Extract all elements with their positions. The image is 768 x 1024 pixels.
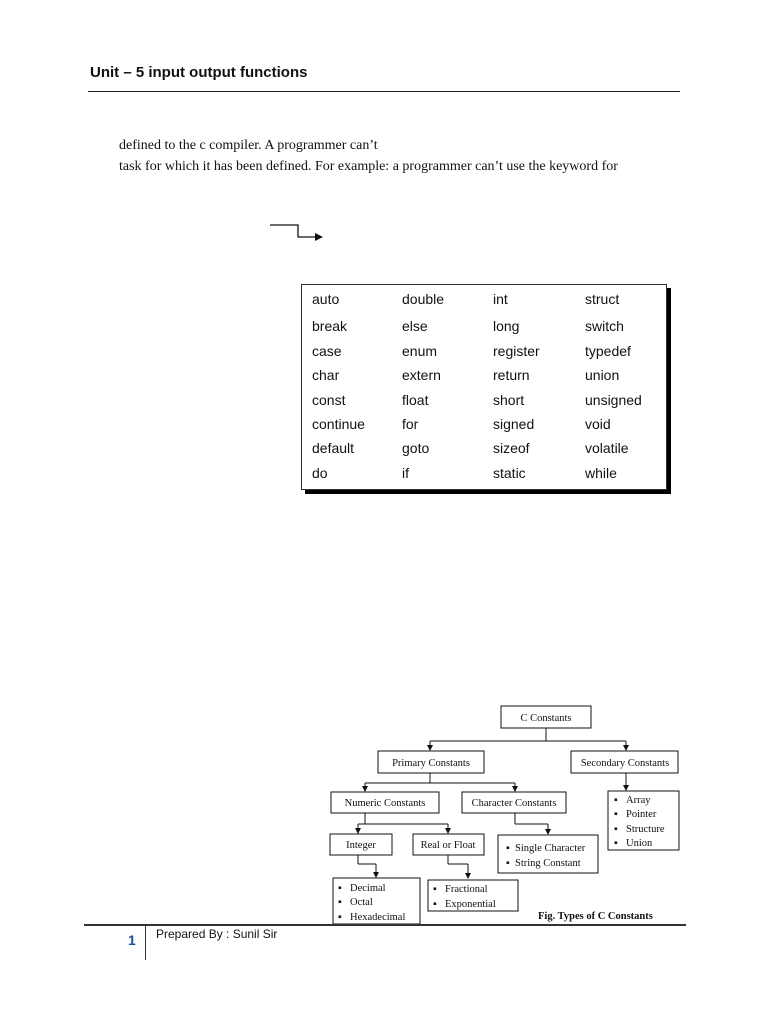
node-c-constants: C Constants <box>520 713 572 724</box>
keyword-cell: auto <box>312 291 340 307</box>
keyword-cell: int <box>493 291 508 307</box>
node-character-constants: Character Constants <box>471 798 557 809</box>
keyword-cell: void <box>585 416 611 432</box>
bullet-icon: ▪ <box>506 843 510 854</box>
bullet-icon: ▪ <box>614 795 618 806</box>
keyword-cell: long <box>493 318 520 334</box>
keyword-cell: case <box>312 343 342 359</box>
keyword-cell: float <box>402 392 429 408</box>
keyword-cell: signed <box>493 416 535 432</box>
keyword-cell: break <box>312 318 348 334</box>
list-item-fractional: Fractional <box>445 884 488 895</box>
list-item-pointer: Pointer <box>626 809 657 820</box>
list-item-array: Array <box>626 795 651 806</box>
header-divider <box>88 91 680 92</box>
keywords-table <box>301 284 667 490</box>
page-number: 1 <box>128 932 136 948</box>
list-item-union: Union <box>626 838 653 849</box>
keyword-cell: switch <box>585 318 624 334</box>
c-constants-diagram <box>320 700 690 930</box>
bullet-icon: ▪ <box>338 912 342 923</box>
keyword-cell: unsigned <box>585 392 642 408</box>
list-item-string-constant: String Constant <box>515 858 581 869</box>
keyword-cell: sizeof <box>493 440 530 456</box>
paragraph-line-1: defined to the c compiler. A programmer can’t <box>119 138 378 153</box>
list-item-octal: Octal <box>350 897 373 908</box>
keyword-cell: goto <box>402 440 430 456</box>
list-item-decimal: Decimal <box>350 883 386 894</box>
footer-vertical-divider <box>145 924 146 960</box>
figure-caption: Fig. Types of C Constants <box>538 911 653 922</box>
keyword-cell: continue <box>312 416 365 432</box>
keyword-cell: while <box>585 465 617 481</box>
list-item-single-character: Single Character <box>515 843 586 854</box>
keyword-cell: register <box>493 343 540 359</box>
keyword-cell: short <box>493 392 525 408</box>
bullet-icon: ▪ <box>614 809 618 820</box>
footer-author: Prepared By : Sunil Sir <box>156 927 278 941</box>
keyword-cell: char <box>312 367 340 383</box>
keyword-cell: struct <box>585 291 620 307</box>
keyword-cell: do <box>312 465 328 481</box>
bullet-icon: ▪ <box>614 838 618 849</box>
arrow-icon <box>268 222 328 244</box>
node-primary-constants: Primary Constants <box>392 758 470 769</box>
keyword-cell: for <box>402 416 419 432</box>
node-real-or-float: Real or Float <box>420 840 476 851</box>
keyword-cell: union <box>585 367 620 383</box>
keyword-cell: double <box>402 291 445 307</box>
list-item-structure: Structure <box>626 824 665 835</box>
bullet-icon: ▪ <box>433 899 437 910</box>
list-item-exponential: Exponential <box>445 899 496 910</box>
keyword-cell: default <box>312 440 355 456</box>
node-secondary-constants: Secondary Constants <box>580 758 670 769</box>
keyword-cell: enum <box>402 343 438 359</box>
bullet-icon: ▪ <box>433 884 437 895</box>
keyword-cell: volatile <box>585 440 629 456</box>
node-integer: Integer <box>346 840 376 851</box>
bullet-icon: ▪ <box>338 897 342 908</box>
node-numeric-constants: Numeric Constants <box>344 798 426 809</box>
keyword-cell: typedef <box>585 343 631 359</box>
keyword-cell: return <box>493 367 530 383</box>
keyword-cell: else <box>402 318 428 334</box>
list-item-hexadecimal: Hexadecimal <box>350 912 406 923</box>
bullet-icon: ▪ <box>614 824 618 835</box>
keyword-cell: const <box>312 392 346 408</box>
paragraph-line-2: task for which it has been defined. For example: a programmer can’t use the keyword for <box>119 159 618 174</box>
footer-divider <box>84 924 686 926</box>
bullet-icon: ▪ <box>506 858 510 869</box>
keyword-cell: extern <box>402 367 441 383</box>
page-header-title: Unit – 5 input output functions <box>90 64 308 81</box>
keyword-cell: if <box>402 465 409 481</box>
keyword-cell: static <box>493 465 526 481</box>
bullet-icon: ▪ <box>338 883 342 894</box>
